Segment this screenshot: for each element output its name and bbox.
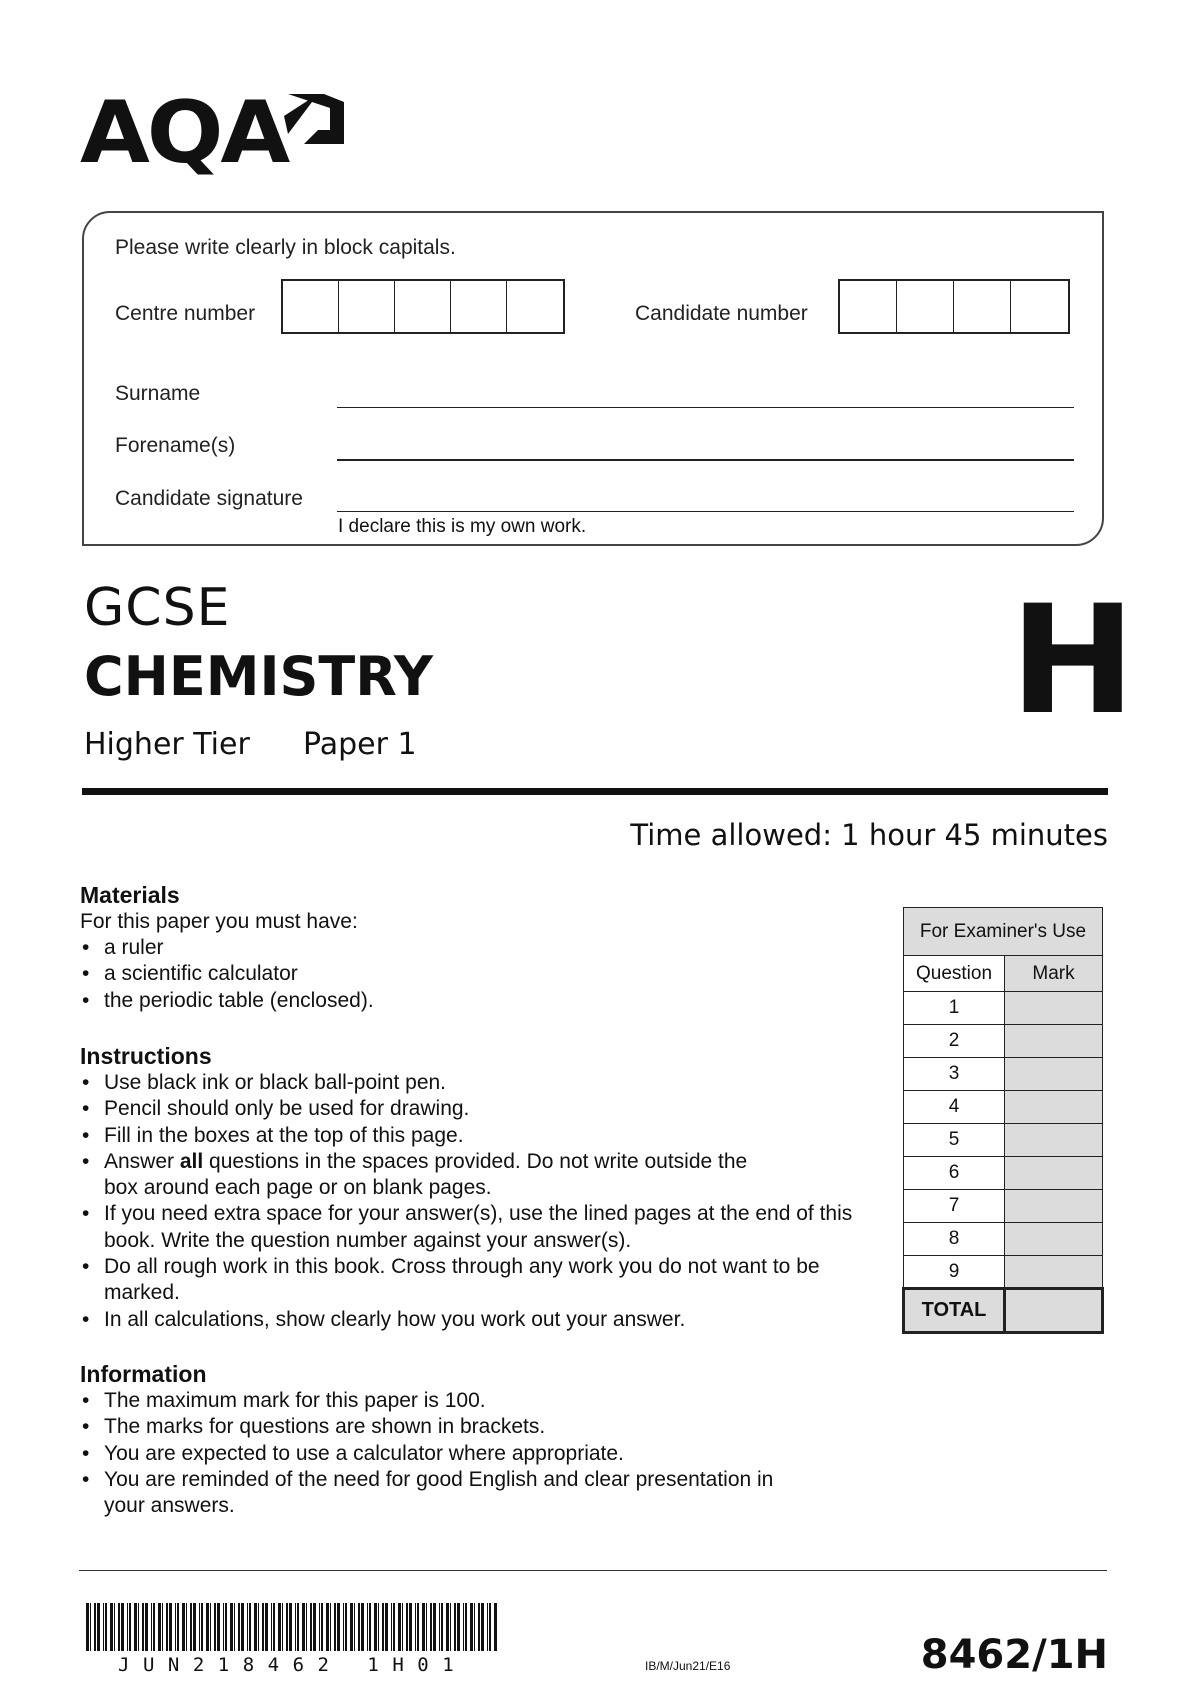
surname-line[interactable]	[337, 407, 1074, 408]
question-column-header: Question	[904, 956, 1005, 992]
centre-number-cell[interactable]	[283, 281, 339, 332]
question-number: 6	[904, 1157, 1005, 1190]
information-list	[80, 1388, 870, 1519]
footer-divider	[79, 1570, 1107, 1571]
materials-heading: Materials	[80, 882, 180, 908]
list-item: • Fill in the boxes at the top of this page.	[80, 1123, 870, 1149]
aqa-leaf-icon	[284, 94, 344, 156]
candidate-number-label: Candidate number	[635, 302, 808, 325]
question-number: 2	[904, 1025, 1005, 1058]
reference-code: IB/M/Jun21/E16	[645, 1659, 731, 1673]
total-label: TOTAL	[904, 1289, 1005, 1333]
materials-section	[80, 882, 880, 1014]
tier-letter: H	[1010, 574, 1136, 748]
centre-number-cell[interactable]	[395, 281, 451, 332]
question-number: 5	[904, 1124, 1005, 1157]
mark-cell[interactable]	[1005, 1025, 1103, 1058]
list-item: • a scientific calculator	[80, 961, 880, 987]
list-item: • You are reminded of the need for good English and clear presentation in your answers.	[80, 1467, 804, 1520]
mark-cell[interactable]	[1005, 1223, 1103, 1256]
candidate-number-cell[interactable]	[840, 281, 897, 332]
list-item: • Answer all questions in the spaces provided. Do not write outside the box around each page or on blank pages.	[80, 1149, 764, 1202]
examiner-use-table	[902, 907, 1104, 1334]
mark-cell[interactable]	[1005, 1124, 1103, 1157]
instructions-heading: Instructions	[80, 1043, 212, 1069]
information-section	[80, 1361, 870, 1519]
block-capitals-instruction: Please write clearly in block capitals.	[115, 236, 456, 259]
centre-number-boxes	[281, 279, 565, 334]
list-item: • Use black ink or black ball-point pen.	[80, 1070, 870, 1096]
examiner-table-heading: For Examiner's Use	[904, 908, 1103, 956]
centre-number-cell[interactable]	[451, 281, 507, 332]
question-number: 3	[904, 1058, 1005, 1091]
information-heading: Information	[80, 1361, 207, 1387]
mark-column-header: Mark	[1005, 956, 1103, 992]
aqa-logo	[80, 83, 288, 183]
paper-label: Paper 1	[303, 727, 417, 762]
declaration-text: I declare this is my own work.	[338, 516, 587, 537]
list-item: • The maximum mark for this paper is 100.	[80, 1388, 870, 1414]
candidate-number-cell[interactable]	[1011, 281, 1068, 332]
question-number: 7	[904, 1190, 1005, 1223]
list-item: • In all calculations, show clearly how you work out your answer.	[80, 1307, 870, 1333]
mark-cell[interactable]	[1005, 1058, 1103, 1091]
list-item: • Pencil should only be used for drawing.	[80, 1096, 870, 1122]
candidate-number-boxes	[838, 279, 1070, 334]
forename-line[interactable]	[337, 459, 1074, 461]
title-divider	[82, 788, 1108, 795]
list-item: • the periodic table (enclosed).	[80, 988, 880, 1014]
list-item: • Do all rough work in this book. Cross through any work you do not want to be marked.	[80, 1254, 824, 1307]
qualification-title: GCSE	[84, 578, 231, 638]
materials-list	[80, 935, 880, 1014]
list-item: • If you need extra space for your answer(s), use the lined pages at the end of this book. Write the question number against your answer(s).	[80, 1201, 884, 1254]
mark-cell[interactable]	[1005, 1157, 1103, 1190]
forename-label: Forename(s)	[115, 434, 236, 457]
mark-cell[interactable]	[1005, 1190, 1103, 1223]
mark-cell[interactable]	[1005, 1256, 1103, 1289]
question-number: 1	[904, 992, 1005, 1025]
candidate-number-cell[interactable]	[954, 281, 1011, 332]
total-mark-cell[interactable]	[1005, 1289, 1103, 1333]
instructions-list	[80, 1070, 870, 1333]
list-item: • a ruler	[80, 935, 880, 961]
question-number: 4	[904, 1091, 1005, 1124]
list-item: • The marks for questions are shown in brackets.	[80, 1414, 870, 1440]
signature-label: Candidate signature	[115, 487, 303, 510]
paper-code: 8462/1H	[920, 1632, 1108, 1678]
instructions-section	[80, 1043, 870, 1333]
list-item: • You are expected to use a calculator where appropriate.	[80, 1441, 870, 1467]
mark-cell[interactable]	[1005, 1091, 1103, 1124]
question-number: 9	[904, 1256, 1005, 1289]
time-allowed: Time allowed: 1 hour 45 minutes	[630, 818, 1108, 852]
subject-title: CHEMISTRY	[84, 645, 433, 708]
candidate-number-cell[interactable]	[897, 281, 954, 332]
signature-line[interactable]	[337, 511, 1074, 512]
centre-number-cell[interactable]	[507, 281, 563, 332]
tier-label: Higher Tier	[84, 727, 250, 762]
centre-number-cell[interactable]	[339, 281, 395, 332]
logo-wordmark: AQA	[80, 83, 288, 183]
barcode-text: JUN218462 1H01	[118, 1654, 468, 1676]
mark-cell[interactable]	[1005, 992, 1103, 1025]
centre-number-label: Centre number	[115, 302, 256, 325]
question-number: 8	[904, 1223, 1005, 1256]
barcode-image	[86, 1603, 498, 1657]
surname-label: Surname	[115, 382, 201, 405]
materials-intro: For this paper you must have:	[80, 910, 358, 933]
